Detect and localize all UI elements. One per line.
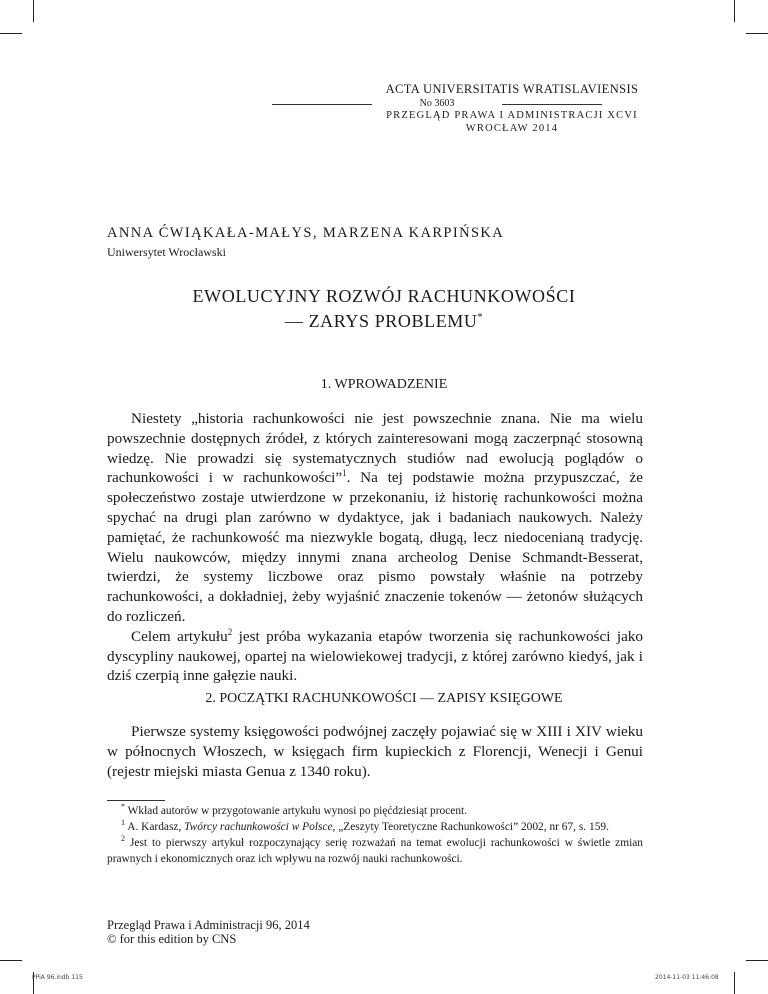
- section-2-body: [107, 722, 643, 781]
- journal-name: PRZEGLĄD PRAWA I ADMINISTRACJI XCVI: [386, 110, 638, 121]
- paragraph-text: Niestety „historia rachunkowości nie jest powszechnie znana. Nie ma wielu powszechnie dostępnych źródeł, z których zainteresowani mogą zaczerpnąć stosowną wiedzę. Nie prowadzi się systematycznych studiów nad ewolucją poglądów o rachunkowości i w rachunkowości”: [107, 410, 643, 487]
- series-title: ACTA UNIVERSITATIS WRATISLAVIENSIS: [385, 82, 639, 96]
- crop-mark: [746, 33, 768, 34]
- section-heading-1: 1. WPROWADZENIE: [320, 377, 448, 392]
- footnote-text: Jest to pierwszy artykuł rozpoczynający serię rozważań na temat ewolucji rachunkowości w świetle zmian prawnych i ekonomicznych oraz ich wpływu na rozwój nauki rachunkowości.: [107, 837, 643, 865]
- footnote-rule: [107, 800, 165, 801]
- footnote-text: , „Zeszyty Teoretyczne Rachunkowości” 2002, nr 67, s. 159.: [332, 821, 609, 833]
- footnote-mark: 2: [121, 834, 125, 844]
- paragraph-text: jest próba wykazania etapów tworzenia się rachunkowości jako dyscypliny naukowej, opartej na wielowiekowej tradycji, z której zarówno kiedyś, jak i dziś czerpią inne gałęzie nauki.: [107, 627, 643, 685]
- crop-mark: [734, 972, 735, 994]
- header-rule-right: [502, 104, 602, 105]
- crop-mark: [734, 0, 735, 22]
- footnote-mark: 1: [121, 818, 125, 828]
- issue-number: No 3603: [419, 98, 455, 109]
- title-footnote-mark: *: [477, 312, 484, 323]
- paragraph: [107, 409, 643, 627]
- footnote-text: Wkład autorów w przygotowanie artykułu wynosi po pięćdziesiąt procent.: [127, 805, 468, 817]
- header-rule-left: [272, 104, 372, 105]
- paragraph: [107, 722, 643, 781]
- footnote: [107, 835, 643, 867]
- paragraph-text: . Na tej podstawie można przypuszczać, że społeczeństwo zostaje utwierdzone w przekonaniu, iż historię rachunkowości można spychać na drugi plan zarówno w dydaktyce, jak i badaniach naukowych. Należy pamiętać, że rachunkowość ma niezwykle bogatą, długą, lecz niedocenianą tradycję. Wielu naukowców, między innymi znana archeolog Denise Schmandt-Besserat, twierdzi, że systemy liczbowe oraz pismo powstały właśnie na potrzeby rachunkowości, a dokładniej, żeby wyjaśnić znaczenie tokenów — żetonów służących do rozliczeń.: [107, 469, 643, 625]
- print-slug-file: PPiA 96.indb 115: [32, 974, 83, 981]
- footer-copyright: © for this edition by CNS: [107, 932, 237, 946]
- footnote-mark: *: [121, 802, 125, 812]
- crop-mark: [0, 960, 22, 961]
- footnote-ref: 2: [227, 626, 233, 637]
- footnote-italic-title: Twórcy rachunkowości w Polsce: [184, 821, 333, 833]
- crop-mark: [746, 960, 768, 961]
- footnote-text: A. Kardasz,: [127, 821, 185, 833]
- crop-mark: [0, 33, 22, 34]
- paragraph-text: Celem artykułu: [131, 627, 228, 645]
- affiliation: Uniwersytet Wrocławski: [107, 245, 226, 259]
- section-1-body: [107, 409, 643, 686]
- footnote-ref: 1: [342, 468, 347, 479]
- footer-journal: Przegląd Prawa i Administracji 96, 2014: [107, 918, 310, 932]
- title-line-2-wrap: [0, 307, 768, 332]
- footnotes: [107, 803, 643, 867]
- paragraph: [107, 627, 643, 686]
- crop-mark: [33, 0, 34, 22]
- article-title: [0, 285, 768, 332]
- footnote: [107, 819, 643, 835]
- paragraph-text: Pierwsze systemy księgowości podwójnej zaczęły pojawiać się w XIII i XIV wieku w północnych Włoszech, w księgach firm kupieckich z Florencji, Wenecji i Genui (rejestr miejski miasta Genua z 1340 roku).: [107, 723, 643, 780]
- print-slug-timestamp: 2014-11-03 11:46:08: [655, 974, 719, 981]
- footnote: [107, 803, 643, 819]
- title-line-1: EWOLUCYJNY ROZWÓJ RACHUNKOWOŚCI: [192, 286, 576, 306]
- place-year: WROCŁAW 2014: [465, 123, 559, 134]
- authors: ANNA ĆWIĄKAŁA-MAŁYS, MARZENA KARPIŃSKA: [107, 225, 505, 241]
- section-heading-2: 2. POCZĄTKI RACHUNKOWOŚCI — ZAPISY KSIĘGOWE: [205, 691, 563, 706]
- title-line-2: — ZARYS PROBLEMU: [284, 311, 478, 331]
